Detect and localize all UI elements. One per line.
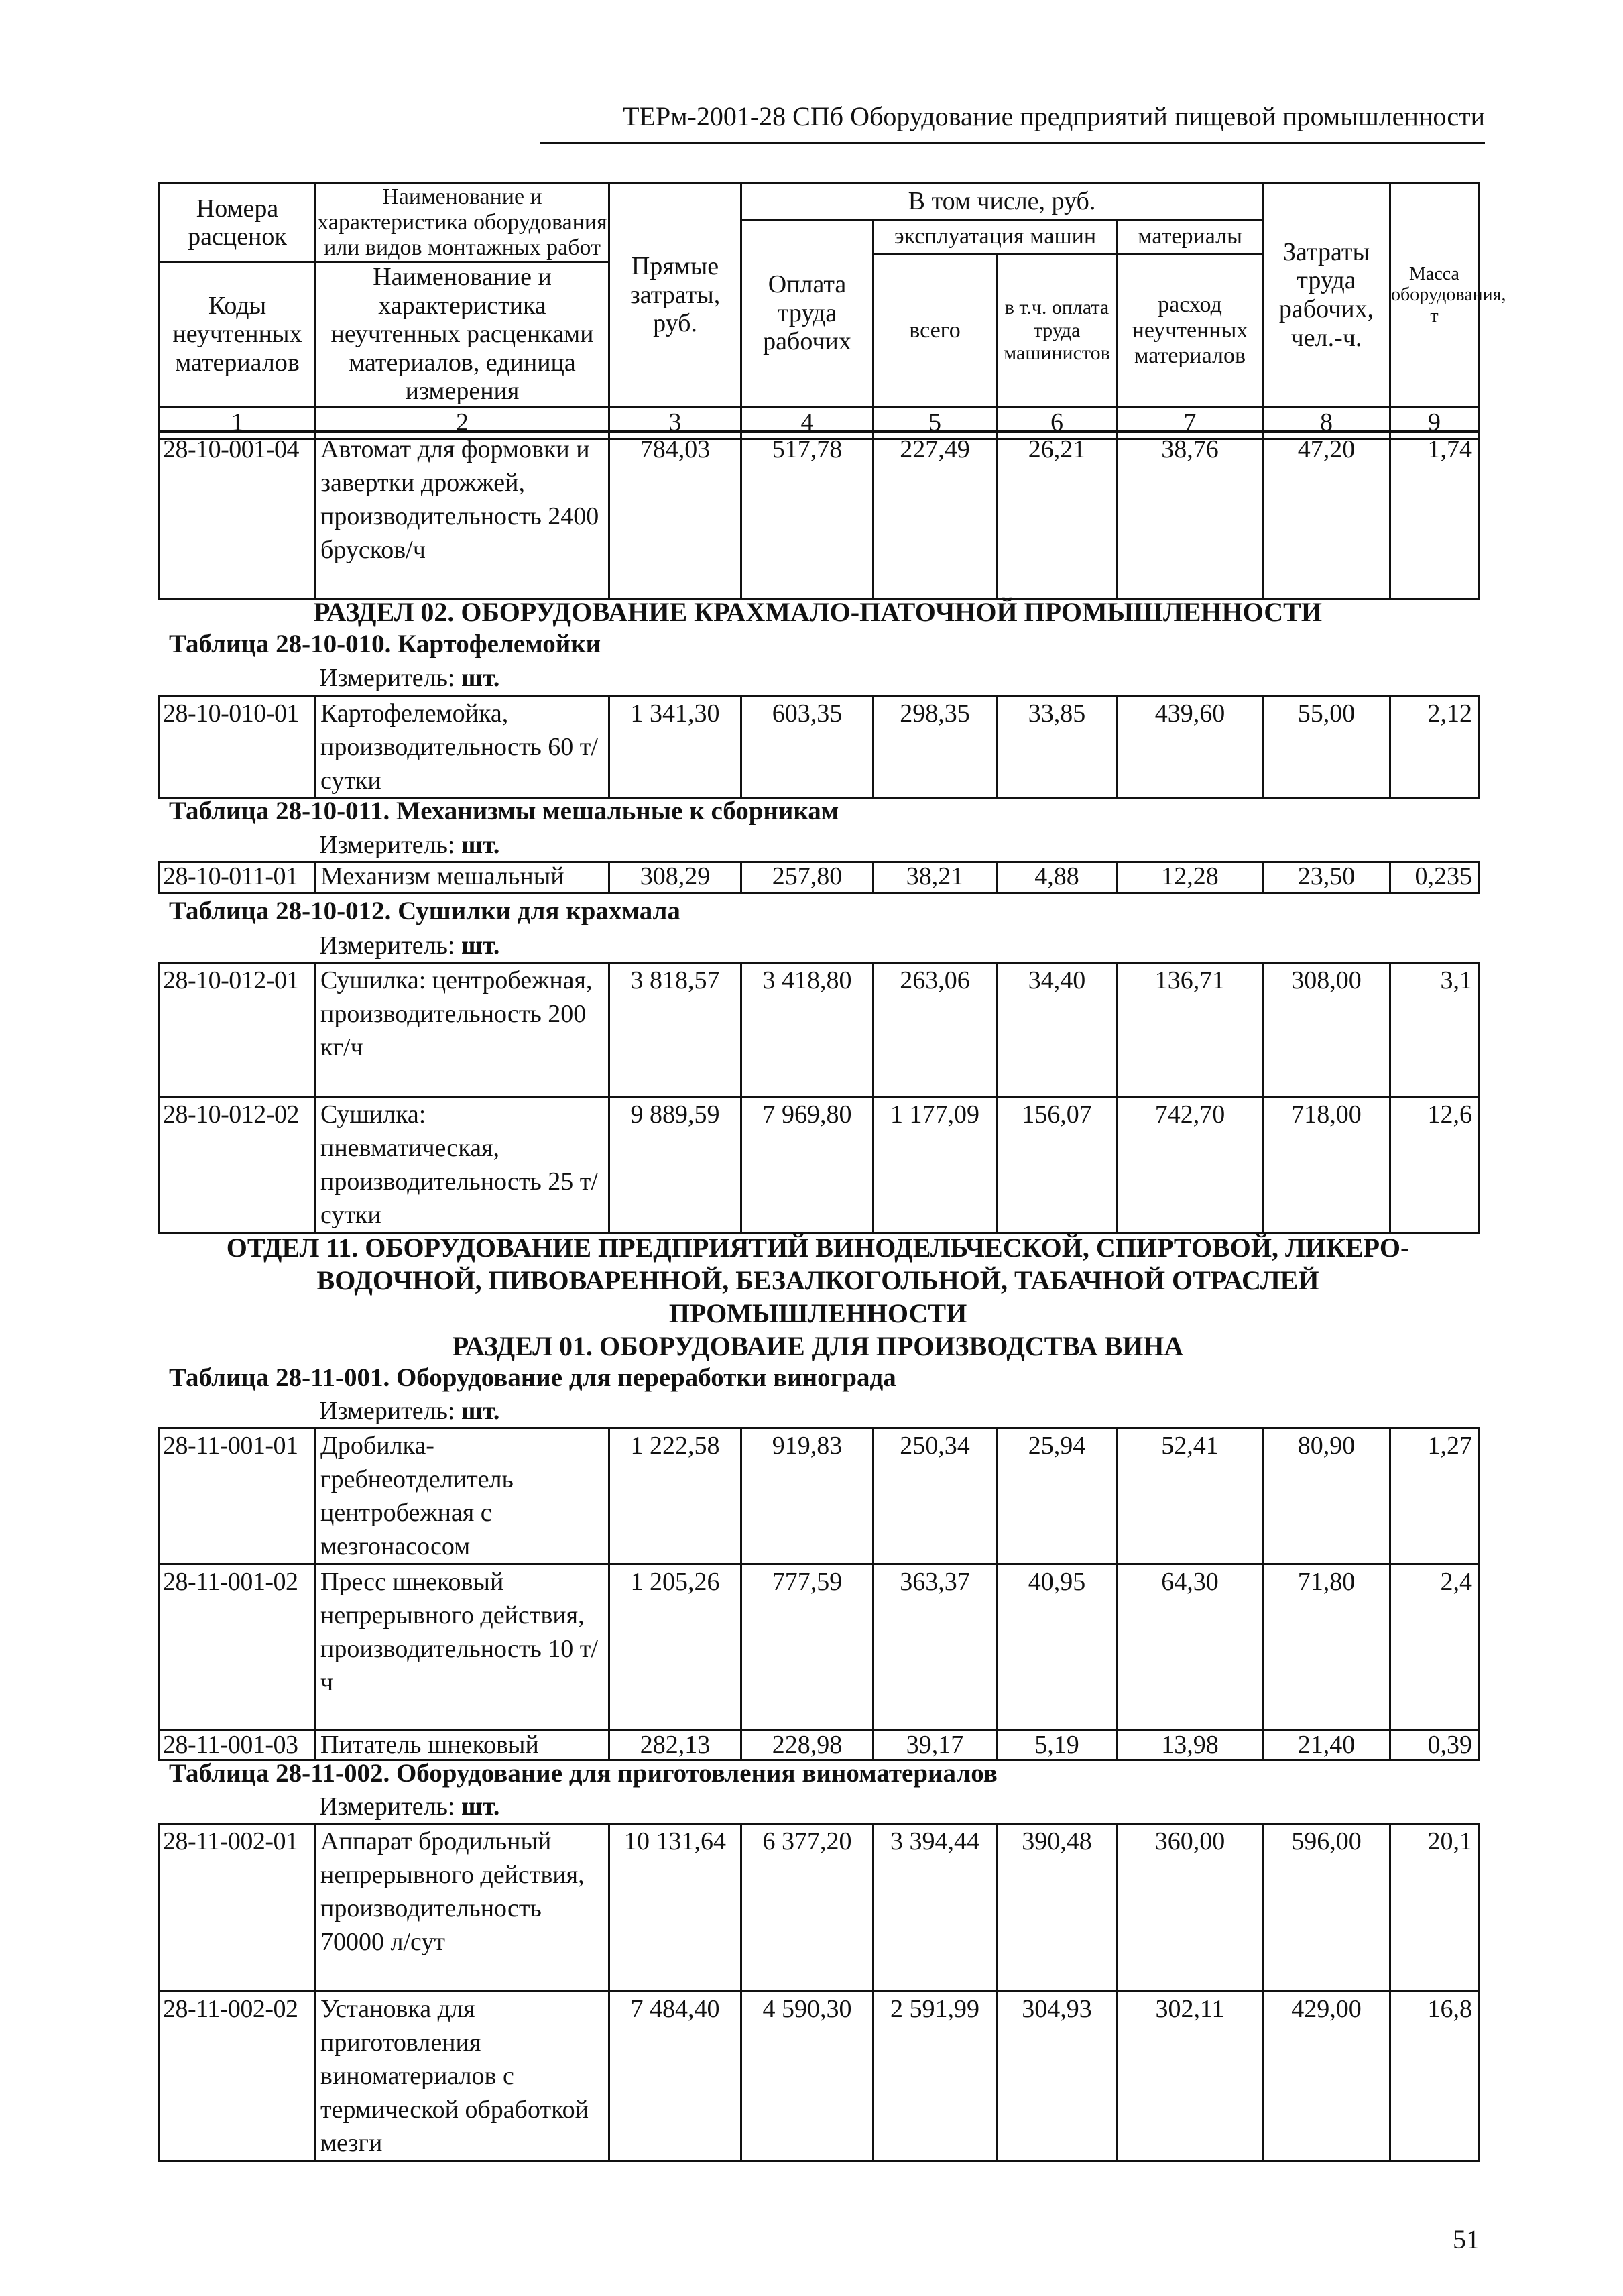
machinists-wages: 156,07: [997, 1097, 1118, 1233]
direct-costs: 282,13: [609, 1731, 741, 1760]
rate-code: 28-11-002-01: [160, 1824, 316, 1992]
header-machines-total: всего: [874, 254, 997, 406]
measure-line: [319, 931, 499, 960]
machinists-wages: 390,48: [997, 1824, 1118, 1992]
materials: 360,00: [1118, 1824, 1263, 1992]
machinists-wages: 26,21: [997, 432, 1118, 599]
measure-unit: шт.: [461, 664, 500, 692]
table-row: [160, 1824, 1479, 1992]
machines-total: 363,37: [874, 1564, 997, 1731]
wages: 7 969,80: [741, 1097, 874, 1233]
rate-table: [158, 695, 1480, 799]
rate-table: [158, 431, 1480, 600]
section-heading: РАЗДЕЛ 02. ОБОРУДОВАНИЕ КРАХМАЛО-ПАТОЧНОЙ ПРОМЫШЛЕННОСТИ: [314, 597, 1322, 627]
header-material-name: Наименование и характеристика неучтенных расценками материалов, единица измерения: [316, 262, 609, 407]
labor: 596,00: [1263, 1824, 1390, 1992]
measure-line: [319, 830, 499, 860]
wages: 257,80: [741, 862, 874, 893]
machines-total: 39,17: [874, 1731, 997, 1760]
table-title: Таблица 28-11-002. Оборудование для приготовления виноматериалов: [169, 1759, 998, 1788]
materials: 136,71: [1118, 963, 1263, 1097]
materials: 742,70: [1118, 1097, 1263, 1233]
rate-code: 28-11-001-02: [160, 1564, 316, 1731]
rate-name: Сушилка: пневматическая, производительность 25 т/сутки: [316, 1097, 609, 1233]
measure-label: Измеритель:: [319, 831, 455, 859]
measure-label: Измеритель:: [319, 931, 455, 960]
machines-total: 2 591,99: [874, 1992, 997, 2161]
header-work-name: Наименование и характеристика оборудования или видов монтажных работ: [316, 184, 609, 262]
rate-name: Автомат для формовки и завертки дрожжей, производительность 2400 брусков/ч: [316, 432, 609, 599]
table-row: [160, 432, 1479, 599]
measure-label: Измеритель:: [319, 1792, 455, 1821]
machines-total: 263,06: [874, 963, 997, 1097]
machines-total: 227,49: [874, 432, 997, 599]
column-number: 6: [997, 406, 1118, 439]
direct-costs: 9 889,59: [609, 1097, 741, 1233]
measure-line: [319, 1792, 499, 1821]
machinists-wages: 304,93: [997, 1992, 1118, 2161]
column-number: 3: [609, 406, 741, 439]
rate-code: 28-11-002-02: [160, 1992, 316, 2161]
table-row: [160, 1428, 1479, 1564]
rate-table: [158, 1823, 1480, 2162]
labor: 71,80: [1263, 1564, 1390, 1731]
header-material-codes: Коды неучтенных материалов: [160, 262, 316, 407]
machinists-wages: 33,85: [997, 696, 1118, 799]
materials: 439,60: [1118, 696, 1263, 799]
table-row: [160, 696, 1479, 799]
rate-name: Пресс шнековый непрерывного действия, производительность 10 т/ч: [316, 1564, 609, 1731]
table-title: Таблица 28-10-010. Картофелемойки: [169, 630, 601, 658]
page-number: 51: [1453, 2224, 1480, 2254]
rate-code: 28-10-010-01: [160, 696, 316, 799]
header-materials: материалы: [1118, 220, 1263, 255]
direct-costs: 308,29: [609, 862, 741, 893]
labor: 308,00: [1263, 963, 1390, 1097]
direct-costs: 1 205,26: [609, 1564, 741, 1731]
machines-total: 298,35: [874, 696, 997, 799]
labor: 80,90: [1263, 1428, 1390, 1564]
machinists-wages: 40,95: [997, 1564, 1118, 1731]
column-number: 5: [874, 406, 997, 439]
table-row: [160, 1097, 1479, 1233]
machines-total: 38,21: [874, 862, 997, 893]
mass: 0,235: [1390, 862, 1479, 893]
table-title: Таблица 28-10-011. Механизмы мешальные к сборникам: [169, 797, 839, 825]
header-rate-numbers: Номера расценок: [160, 184, 316, 262]
wages: 517,78: [741, 432, 874, 599]
wages: 919,83: [741, 1428, 874, 1564]
table-row: [160, 963, 1479, 1097]
measure-label: Измеритель:: [319, 664, 455, 692]
header-machinists-wages: в т.ч. оплата труда машинистов: [997, 254, 1118, 406]
table-row: [160, 1992, 1479, 2161]
rate-table: [158, 861, 1480, 894]
machinists-wages: 25,94: [997, 1428, 1118, 1564]
header-unaccounted-materials: расход неучтенных материалов: [1118, 254, 1263, 406]
materials: 12,28: [1118, 862, 1263, 893]
department-heading-line: ОТДЕЛ 11. ОБОРУДОВАНИЕ ПРЕДПРИЯТИЙ ВИНОДЕЛЬЧЕСКОЙ, СПИРТОВОЙ, ЛИКЕРО-: [226, 1232, 1410, 1263]
mass: 3,1: [1390, 963, 1479, 1097]
rate-name: Сушилка: центробежная, производительность 200 кг/ч: [316, 963, 609, 1097]
machines-total: 3 394,44: [874, 1824, 997, 1992]
materials: 64,30: [1118, 1564, 1263, 1731]
materials: 13,98: [1118, 1731, 1263, 1760]
direct-costs: 1 341,30: [609, 696, 741, 799]
column-header-table: [158, 182, 1506, 440]
column-number: 4: [741, 406, 874, 439]
header-rule: [540, 142, 1485, 144]
measure-unit: шт.: [461, 1792, 500, 1821]
header-labor: Затраты труда рабочих, чел.-ч.: [1263, 184, 1390, 407]
direct-costs: 10 131,64: [609, 1824, 741, 1992]
mass: 2,4: [1390, 1564, 1479, 1731]
column-number: 8: [1263, 406, 1390, 439]
labor: 23,50: [1263, 862, 1390, 893]
header-mass: Масса оборудования, т: [1390, 184, 1479, 407]
department-heading-line: ВОДОЧНОЙ, ПИВОВАРЕННОЙ, БЕЗАЛКОГОЛЬНОЙ, ТАБАЧНОЙ ОТРАСЛЕЙ: [316, 1265, 1319, 1296]
table-row: [160, 862, 1479, 893]
column-number: 1: [160, 406, 316, 439]
labor: 47,20: [1263, 432, 1390, 599]
mass: 0,39: [1390, 1731, 1479, 1760]
rate-table: [158, 1427, 1480, 1761]
rate-code: 28-10-012-02: [160, 1097, 316, 1233]
mass: 16,8: [1390, 1992, 1479, 2161]
wages: 3 418,80: [741, 963, 874, 1097]
mass: 2,12: [1390, 696, 1479, 799]
materials: 52,41: [1118, 1428, 1263, 1564]
header-machines: эксплуатация машин: [874, 220, 1118, 255]
column-number: 2: [316, 406, 609, 439]
labor: 718,00: [1263, 1097, 1390, 1233]
machinists-wages: 5,19: [997, 1731, 1118, 1760]
measure-unit: шт.: [461, 1397, 500, 1425]
measure-label: Измеритель:: [319, 1397, 455, 1425]
rate-code: 28-11-001-01: [160, 1428, 316, 1564]
direct-costs: 3 818,57: [609, 963, 741, 1097]
mass: 20,1: [1390, 1824, 1479, 1992]
rate-name: Механизм мешальный: [316, 862, 609, 893]
wages: 6 377,20: [741, 1824, 874, 1992]
rate-code: 28-11-001-03: [160, 1731, 316, 1760]
machinists-wages: 4,88: [997, 862, 1118, 893]
wages: 777,59: [741, 1564, 874, 1731]
rate-name: Установка для приготовления виноматериалов с термической обработкой мезги: [316, 1992, 609, 2161]
mass: 1,74: [1390, 432, 1479, 599]
rate-name: Аппарат бродильный непрерывного действия, производительность 70000 л/сут: [316, 1824, 609, 1992]
table-title: Таблица 28-10-012. Сушилки для крахмала: [169, 897, 680, 925]
column-number: 7: [1118, 406, 1263, 439]
table-row: [160, 1564, 1479, 1731]
labor: 429,00: [1263, 1992, 1390, 2161]
column-number: 9: [1390, 406, 1479, 439]
materials: 302,11: [1118, 1992, 1263, 2161]
rate-name: Питатель шнековый: [316, 1731, 609, 1760]
mass: 12,6: [1390, 1097, 1479, 1233]
labor: 21,40: [1263, 1731, 1390, 1760]
machinists-wages: 34,40: [997, 963, 1118, 1097]
header-direct-costs: Прямые затраты, руб.: [609, 184, 741, 407]
table-title: Таблица 28-11-001. Оборудование для переработки винограда: [169, 1363, 896, 1392]
rate-code: 28-10-011-01: [160, 862, 316, 893]
wages: 603,35: [741, 696, 874, 799]
department-heading-line: ПРОМЫШЛЕННОСТИ: [668, 1298, 967, 1328]
direct-costs: 784,03: [609, 432, 741, 599]
table-row: [160, 1731, 1479, 1760]
wages: 4 590,30: [741, 1992, 874, 2161]
rate-name: Дробилка-гребнеотделитель центробежная с мезгонасосом: [316, 1428, 609, 1564]
measure-unit: шт.: [461, 831, 500, 859]
materials: 38,76: [1118, 432, 1263, 599]
header-including: В том числе, руб.: [741, 184, 1263, 220]
rate-code: 28-10-001-04: [160, 432, 316, 599]
rate-table: [158, 962, 1480, 1234]
wages: 228,98: [741, 1731, 874, 1760]
machines-total: 1 177,09: [874, 1097, 997, 1233]
rate-code: 28-10-012-01: [160, 963, 316, 1097]
labor: 55,00: [1263, 696, 1390, 799]
direct-costs: 7 484,40: [609, 1992, 741, 2161]
measure-line: [319, 1396, 499, 1426]
header-wages: Оплата труда рабочих: [741, 220, 874, 407]
measure-line: [319, 663, 499, 693]
running-head: ТЕРм-2001-28 СПб Оборудование предприятий пищевой промышленности: [623, 101, 1485, 131]
mass: 1,27: [1390, 1428, 1479, 1564]
section-heading: РАЗДЕЛ 01. ОБОРУДОВАИЕ ДЛЯ ПРОИЗВОДСТВА ВИНА: [452, 1331, 1184, 1361]
direct-costs: 1 222,58: [609, 1428, 741, 1564]
rate-name: Картофелемойка, производительность 60 т/сутки: [316, 696, 609, 799]
machines-total: 250,34: [874, 1428, 997, 1564]
measure-unit: шт.: [461, 931, 500, 960]
